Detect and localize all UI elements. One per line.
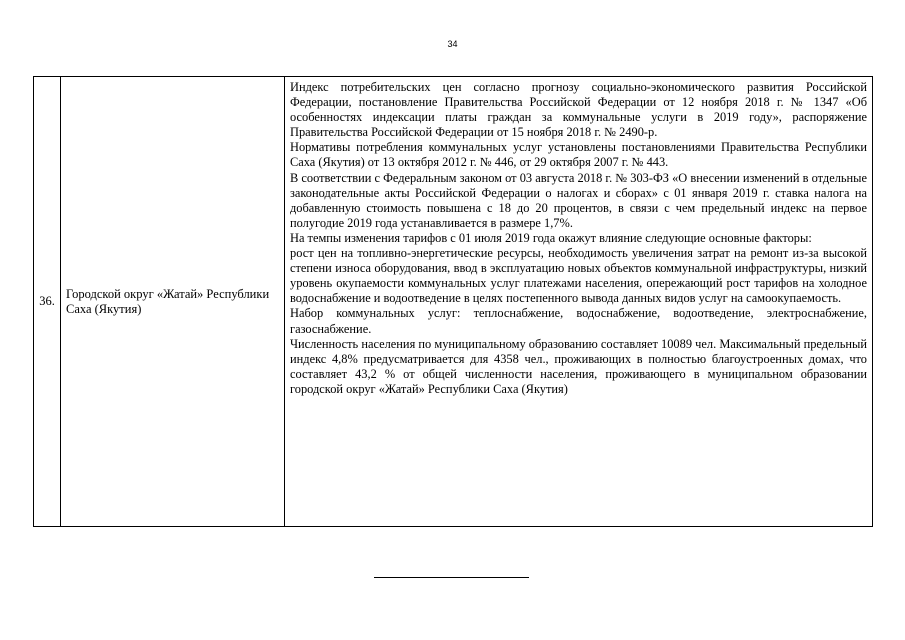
municipality-name: Городской округ «Жатай» Республики Саха (Якутия) xyxy=(61,77,285,527)
page-number: 34 xyxy=(447,39,458,49)
paragraph-factors-intro: На темпы изменения тарифов с 01 июля 2019 года окажут влияние следующие основные факторы: xyxy=(290,230,812,245)
table-row xyxy=(34,77,873,527)
description-cell xyxy=(285,77,873,527)
paragraph-consumption-norms: Нормативы потребления коммунальных услуг установлены постановлениями Правительства Республики Саха (Якутия) от 13 октября 2012 г. № 446, от 29 октября 2007 г. № 443. xyxy=(290,140,867,170)
description-text xyxy=(290,80,867,397)
paragraph-population: Численность населения по муниципальному образованию составляет 10089 чел. Максимальный предельный индекс 4,8% предусматривается для 4358 чел., проживающих в полностью благоустроенных домах, что составляет 43,2 % от общей численности населения, проживающего в муниципальном образовании городской округ «Жатай» Республики Саха (Якутия) xyxy=(290,336,867,396)
row-number: 36. xyxy=(34,77,61,527)
paragraph-cpi-basis: Индекс потребительских цен согласно прогнозу социально-экономического развития Российской Федерации, постановление Правительства Российской Федерации от 12 ноября 2018 г. № 1347 «Об особенностях индексации платы граждан за коммунальные услуги в 2019 году», распоряжение Правительства Российской Федерации от 15 ноября 2018 г. № 2490-р. xyxy=(290,80,867,140)
paragraph-services-set: Набор коммунальных услуг: теплоснабжение, водоснабжение, водоотведение, электроснабжение, газоснабжение. xyxy=(290,306,867,336)
paragraph-vat-change: В соответствии с Федеральным законом от 03 августа 2018 г. № 303-ФЗ «О внесении изменений в отдельные законодательные акты Российской Федерации о налогах и сборах» с 01 января 2019 г. ставка налога на добавленную стоимость повышена с 18 до 20 процентов, в связи с чем предельный индекс на первое полугодие 2019 года устанавливается в размере 1,7%. xyxy=(290,170,867,230)
tariff-table xyxy=(33,76,873,527)
paragraph-factors-list: рост цен на топливно-энергетические ресурсы, необходимость увеличения затрат на ремонт из-за высокой степени износа оборудования, ввод в эксплуатацию новых объектов коммунальной инфраструктуры, низкий уровень окупаемости коммунальных услуг платежами населения, опережающий рост тарифов на холодное водоснабжение и водоотведение в целях постепенного вывода данных видов услуг на самоокупаемость. xyxy=(290,246,867,306)
footnote-separator xyxy=(374,577,529,578)
